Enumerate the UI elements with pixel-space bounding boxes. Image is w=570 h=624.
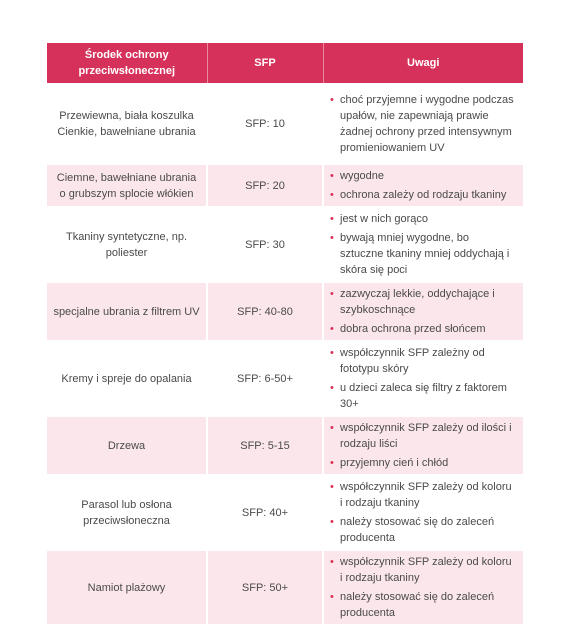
notes-cell [323,207,523,282]
table-header-row [47,43,523,84]
bullet-dot-icon: • [330,457,334,469]
note-item [330,230,515,278]
note-item [330,479,515,511]
measure-text: Cienkie, bawełniane ubrania [57,126,196,138]
bullet-dot-icon: • [330,323,334,335]
sfp-cell: SFP: 20 [207,164,323,207]
measure-cell [47,282,207,341]
measure-cell [47,164,207,207]
bullet-dot-icon: • [330,232,334,244]
notes-cell [323,550,523,624]
measure-cell [47,550,207,624]
measure-text: Parasol lub osłona przeciwsłoneczna [81,498,172,527]
note-item [330,455,515,471]
note-text: u dzieci zaleca się filtry z faktorem 30+ [340,382,507,410]
measure-text: Kremy i spreje do opalania [61,372,192,385]
header-notes: Uwagi [323,43,523,84]
measure-cell [47,416,207,475]
sfp-cell: SFP: 30 [207,207,323,282]
measure-text: specjalne ubrania z filtrem UV [53,305,200,318]
note-item [330,345,515,377]
note-text: współczynnik SFP zależny od fototypu skóry [340,347,485,375]
table-row [47,207,523,282]
bullet-dot-icon: • [330,347,334,359]
bullet-dot-icon: • [330,288,334,300]
table-row [47,475,523,550]
bullet-dot-icon: • [330,591,334,603]
note-text: jest w nich gorąco [340,213,429,225]
bullet-dot-icon: • [330,516,334,528]
notes-cell [323,282,523,341]
notes-cell [323,341,523,416]
bullet-dot-icon: • [330,556,334,568]
bullet-dot-icon: • [330,189,334,201]
notes-cell [323,84,523,164]
table-row [47,282,523,341]
measure-cell [47,207,207,282]
measure-text: Namiot plażowy [87,581,166,594]
note-item [330,321,515,337]
note-text: współczynnik SFP zależy od koloru i rodzaju tkaniny [340,481,512,509]
table-row [47,550,523,624]
note-item [330,420,515,452]
measure-text: Przewiewna, biała koszulka [59,110,194,122]
sfp-cell: SFP: 50+ [207,550,323,624]
bullet-dot-icon: • [330,422,334,434]
measure-cell [47,84,207,164]
note-text: współczynnik SFP zależy od koloru i rodzaju tkaniny [340,556,512,584]
measure-text: Drzewa [107,439,146,452]
note-text: wygodne [340,170,385,182]
note-item [330,514,515,546]
header-sfp: SFP [207,43,323,84]
note-text: choć przyjemne i wygodne podczas upałów, nie zapewniają prawie żadnej ochrony przed intensywnym promieniowaniem UV [340,94,514,154]
note-item [330,554,515,586]
table-row [47,164,523,207]
note-item [330,589,515,621]
notes-cell [323,416,523,475]
sfp-cell: SFP: 5-15 [207,416,323,475]
bullet-dot-icon: • [330,94,334,106]
note-item [330,286,515,318]
sfp-cell: SFP: 40+ [207,475,323,550]
bullet-dot-icon: • [330,213,334,225]
table-row [47,416,523,475]
note-text: należy stosować się do zaleceń producenta [340,516,495,544]
measure-cell [47,475,207,550]
bullet-dot-icon: • [330,481,334,493]
sfp-cell: SFP: 40-80 [207,282,323,341]
note-item [330,380,515,412]
note-item [330,187,515,203]
sfp-cell: SFP: 6-50+ [207,341,323,416]
header-protection-measure: Środek ochrony przeciwsłonecznej [47,43,207,84]
measure-text: Tkaniny syntetyczne, np. poliester [65,230,188,259]
measure-text: Ciemne, bawełniane ubrania o grubszym splocie włókien [56,171,197,200]
note-text: współczynnik SFP zależy od ilości i rodzaju liści [340,422,512,450]
note-text: ochrona zależy od rodzaju tkaniny [340,189,507,201]
notes-cell [323,475,523,550]
sun-protection-table [47,43,523,624]
note-text: przyjemny cień i chłód [340,457,449,469]
sfp-cell: SFP: 10 [207,84,323,164]
bullet-dot-icon: • [330,170,334,182]
note-text: należy stosować się do zaleceń producenta [340,591,495,619]
table-row [47,341,523,416]
notes-cell [323,164,523,207]
note-text: zazwyczaj lekkie, oddychające i szybkoschnące [340,288,495,316]
note-text: dobra ochrona przed słońcem [340,323,486,335]
bullet-dot-icon: • [330,382,334,394]
measure-cell [47,341,207,416]
note-item [330,92,515,156]
table-row [47,84,523,164]
note-item [330,168,515,184]
note-text: bywają mniej wygodne, bo sztuczne tkaniny mniej oddychają i skóra się poci [340,232,510,276]
note-item [330,211,515,227]
